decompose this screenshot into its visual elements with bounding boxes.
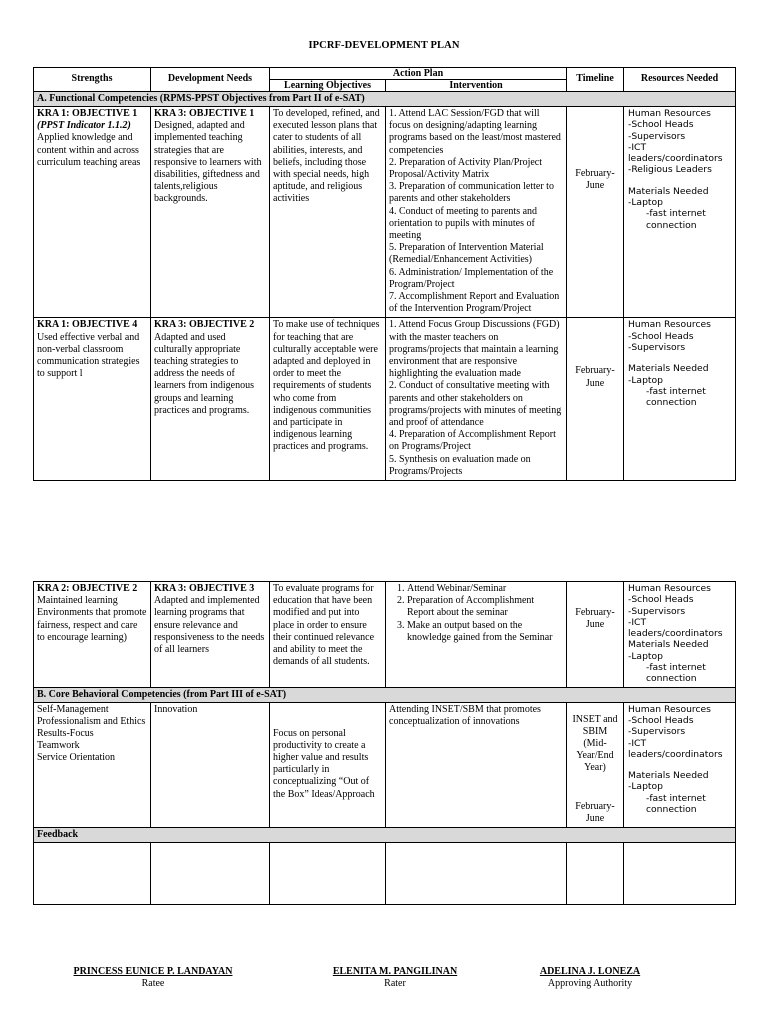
resource-item: -fast internet connection	[646, 662, 706, 685]
resource-item: -Religious Leaders	[628, 164, 712, 176]
timeline-cell	[567, 318, 624, 481]
resource-item: Materials Needed	[628, 363, 709, 375]
resource-item: -School Heads	[628, 330, 694, 342]
feedback-row	[34, 828, 736, 843]
section-a-row	[34, 92, 736, 107]
resource-item: -fast internet connection	[646, 385, 706, 409]
objective-cell: To make use of techniques for teaching that are culturally acceptable were adapted and deployed in order to meet the requirements of students who come from indigenous communities and participate in indigenous learning practices and programs.	[270, 318, 386, 481]
resource-item: -fast internet connection	[646, 792, 706, 816]
strength-kra: KRA 1: OBJECTIVE 4	[37, 319, 138, 331]
timeline-cell	[567, 702, 624, 827]
strength-cell	[34, 318, 151, 481]
need-kra: KRA 3: OBJECTIVE 1	[154, 108, 255, 119]
feedback-cell	[624, 843, 736, 905]
intervention-item: 1. Attend LAC Session/FGD that will focus on designing/adapting learning programs based on the least/most mastered competencies	[389, 108, 561, 156]
feedback-cell	[151, 843, 270, 905]
document-title: IPCRF-DEVELOPMENT PLAN	[308, 40, 460, 51]
header-learning-objectives: Learning Objectives	[270, 80, 386, 92]
resource-item: -Supervisors	[628, 726, 686, 738]
resource-item: -School Heads	[628, 594, 694, 606]
intervention-item: 7. Accomplishment Report and Evaluation of the Intervention Program/Project	[389, 291, 560, 315]
resource-item: -ICT leaders/coordinators	[628, 737, 723, 760]
strength-item: Service Orientation	[37, 752, 116, 764]
feedback-label: Feedback	[34, 828, 736, 843]
resource-item	[628, 760, 732, 770]
resources-cell	[624, 318, 736, 481]
signature-name: ELENITA M. PANGILINAN	[332, 966, 458, 977]
intervention-item: 3. Make an output based on the knowledge gained from the Seminar	[407, 620, 563, 644]
timeline-cell	[567, 107, 624, 318]
signature-role: Rater	[384, 978, 406, 989]
intervention-item: 1. Attend Webinar/Seminar	[407, 583, 563, 595]
strength-item: Professionalism and Ethics	[37, 715, 146, 727]
header-intervention: Intervention	[386, 80, 567, 92]
intervention-item: 5. Preparation of Intervention Material (Remedial/Enhancement Activities)	[389, 242, 544, 266]
feedback-cell	[567, 843, 624, 905]
development-plan-table-part2	[33, 581, 736, 905]
resource-item: -Supervisors	[628, 130, 686, 142]
signature-rater	[285, 966, 505, 990]
resources-cell	[624, 702, 736, 827]
need-cell	[151, 582, 270, 688]
objective-cell	[270, 702, 386, 827]
resources-cell	[624, 582, 736, 688]
resource-item: -School Heads	[628, 119, 694, 131]
timeline-text: February-June	[575, 365, 615, 389]
strength-item: Self-Management	[37, 703, 109, 715]
need-cell: Innovation	[151, 702, 270, 827]
intervention-cell	[386, 107, 567, 318]
resource-item	[628, 176, 732, 186]
development-plan-table-part1	[33, 67, 736, 481]
need-kra: KRA 3: OBJECTIVE 3	[154, 583, 255, 594]
resources-list	[628, 108, 732, 231]
intervention-list	[389, 583, 563, 644]
timeline-text: February-June	[575, 607, 615, 631]
header-resources-needed: Resources Needed	[624, 68, 736, 92]
resource-item: -Supervisors	[628, 605, 686, 617]
resource-item: -ICT leaders/coordinators	[628, 616, 723, 640]
resource-item: Materials Needed	[628, 639, 709, 651]
intervention-item: 1. Attend Focus Group Discussions (FGD) with the master teachers on programs/projects that maintain a learning environment that are responsive highlighting the evaluation made	[389, 319, 560, 380]
need-kra: KRA 3: OBJECTIVE 2	[154, 319, 255, 331]
table-row	[34, 582, 736, 688]
section-b-label: B. Core Behavioral Competencies (from Part III of e-SAT)	[34, 687, 736, 702]
resource-item: -ICT leaders/coordinators	[628, 141, 723, 165]
table-row	[34, 702, 736, 827]
section-b-row	[34, 687, 736, 702]
strength-item: Teamwork	[37, 740, 80, 752]
timeline-text: February-June	[575, 168, 615, 192]
feedback-cell	[34, 843, 151, 905]
strength-cell	[34, 107, 151, 318]
header-development-needs: Development Needs	[151, 68, 270, 92]
strength-text: Used effective verbal and non-verbal classroom communication strategies to support l	[37, 331, 140, 380]
resource-item: Human Resources	[628, 108, 711, 119]
resource-item: -Laptop	[628, 374, 663, 386]
intervention-item: 2. Conduct of consultative meeting with parents and other stakeholders on programs/projects with minutes of meeting and proof of attendance	[389, 380, 562, 429]
section-a-label: A. Functional Competencies (RPMS-PPST Objectives from Part II of e-SAT)	[34, 92, 736, 107]
resources-list	[628, 583, 732, 685]
signature-approving-authority	[480, 966, 700, 990]
strength-text: Maintained learning Environments that promote fairness, respect and care to encourage learning)	[37, 595, 147, 643]
resource-item: -Laptop	[628, 781, 663, 793]
intervention-cell	[386, 582, 567, 688]
resource-item: Materials Needed	[628, 185, 709, 197]
resources-list	[628, 704, 732, 816]
strength-kra: KRA 1: OBJECTIVE 1	[37, 108, 138, 119]
objective-cell: To evaluate programs for education that have been modified and put into place in order to ensure their continued relevance and ability to meet the demands of all students.	[270, 582, 386, 688]
intervention-item: 3. Preparation of communication letter to parents and other stakeholders	[389, 181, 554, 205]
resource-item: Human Resources	[628, 703, 711, 715]
resource-item: -Laptop	[628, 650, 663, 662]
intervention-item: 2. Preparation of Accomplishment Report about the seminar	[407, 595, 563, 619]
intervention-item: 6. Administration/ Implementation of the Program/Project	[389, 266, 554, 290]
table-row	[34, 318, 736, 481]
signature-role: Ratee	[141, 978, 165, 989]
strength-cell	[34, 702, 151, 827]
need-cell	[151, 318, 270, 481]
objective-text: Focus on personal productivity to create a higher value and results particularly in conceptualizing “Out of the Box” Ideas/Approach	[273, 727, 375, 800]
resource-item	[628, 353, 732, 363]
resource-item: -Supervisors	[628, 342, 686, 354]
intervention-cell: Attending INSET/SBM that promotes conceptualization of innovations	[386, 702, 567, 827]
intervention-item: 5. Synthesis on evaluation made on Programs/Projects	[389, 453, 531, 477]
signature-name: ADELINA J. LONEZA	[539, 966, 641, 977]
intervention-item: 4. Conduct of meeting to parents and orientation to pupils with minutes of meeting	[389, 205, 538, 242]
resources-cell	[624, 107, 736, 318]
header-action-plan: Action Plan	[270, 68, 567, 80]
need-cell	[151, 107, 270, 318]
strength-indicator: (PPST Indicator 1.1.2)	[37, 120, 131, 132]
resource-item: Materials Needed	[628, 770, 709, 782]
resource-item: -Laptop	[628, 197, 663, 209]
header-strengths: Strengths	[34, 68, 151, 92]
timeline-cell	[567, 582, 624, 688]
timeline-text: INSET and SBIM (Mid-Year/End Year)	[572, 713, 618, 774]
strength-item: Results-Focus	[37, 728, 94, 740]
table-row	[34, 107, 736, 318]
strength-cell	[34, 582, 151, 688]
resource-item: Human Resources	[628, 319, 711, 331]
resources-list	[628, 319, 732, 408]
intervention-cell	[386, 318, 567, 481]
intervention-item: 4. Preparation of Accomplishment Report on Programs/Project	[389, 429, 556, 453]
feedback-cell	[386, 843, 567, 905]
header-row	[34, 68, 736, 80]
feedback-cell	[270, 843, 386, 905]
resource-item: -fast internet connection	[646, 208, 706, 231]
resource-item: Human Resources	[628, 583, 711, 594]
feedback-blank-row	[34, 843, 736, 905]
header-timeline: Timeline	[567, 68, 624, 92]
signature-ratee	[43, 966, 263, 990]
intervention-item: 2. Preparation of Activity Plan/Project Proposal/Activity Matrix	[389, 156, 543, 181]
signature-name: PRINCESS EUNICE P. LANDAYAN	[73, 966, 233, 977]
timeline-text: February-June	[575, 800, 615, 824]
resource-item: -School Heads	[628, 714, 694, 726]
need-text: Adapted and implemented learning programs that ensure relevance and responsiveness to the needs of all learners	[154, 595, 265, 656]
need-text: Designed, adapted and implemented teaching strategies that are responsive to learners with disabilities, giftedness and talents,religious backgrounds.	[154, 120, 262, 205]
signature-role: Approving Authority	[547, 978, 633, 989]
strength-text: Applied knowledge and content within and across curriculum teaching areas	[37, 132, 141, 168]
objective-cell: To developed, refined, and executed lesson plans that cater to students of all abilities, interests, and beliefs, including those with special needs, high aptitude, and religious activities	[270, 107, 386, 318]
need-text: Adapted and used culturally appropriate teaching strategies to address the needs of learners from indigenous groups and learning practices and programs.	[154, 331, 254, 416]
strength-kra: KRA 2: OBJECTIVE 2	[37, 583, 138, 594]
